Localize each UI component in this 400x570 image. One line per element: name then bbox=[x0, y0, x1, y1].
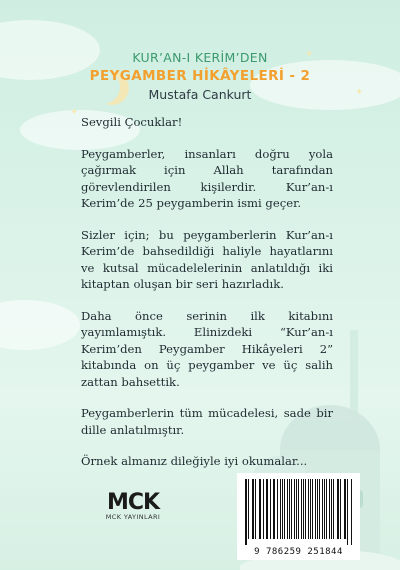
greeting: Sevgili Çocuklar! bbox=[81, 115, 183, 129]
barcode-bar bbox=[317, 479, 318, 539]
publisher-name: MCK YAYINLARI bbox=[105, 513, 161, 521]
paragraph: Peygamberler, insanları doğru yola çağırmak için Allah tarafından görevlendirilen kişilerdir. Kur’an-ı Kerim’de 25 peygamberin ismi geçer. bbox=[81, 146, 333, 210]
book-title: PEYGAMBER HİKÂYELERİ - 2 bbox=[89, 68, 311, 84]
publisher-logo-mark: MCK bbox=[106, 490, 160, 515]
barcode-bar bbox=[277, 479, 278, 539]
isbn-number: 9 786259 251844 bbox=[254, 547, 343, 557]
barcode-bar bbox=[340, 479, 341, 539]
closing-line: Örnek almanız dileğiyle iyi okumalar... bbox=[81, 454, 308, 468]
series-subtitle: KUR’AN-I KERİM’DEN bbox=[132, 50, 268, 65]
publisher-logo bbox=[103, 490, 163, 521]
isbn-barcode bbox=[237, 473, 360, 560]
barcode-bar bbox=[296, 479, 297, 539]
book-header bbox=[0, 50, 400, 102]
barcode-bar bbox=[255, 479, 256, 539]
paragraph: Peygamberlerin tüm mücadelesi, sade bir dille anlatılmıştır. bbox=[81, 406, 333, 437]
star-icon: ✦ bbox=[305, 49, 314, 60]
paragraph: Daha önce serinin ilk kitabını yayımlamıştık. Elinizdeki “Kur’an-ı Kerim’den Peygamber Hikâyeleri 2” kitabında on üç peygamber ve üç salih zattan bahsettik. bbox=[81, 308, 333, 389]
author-name: Mustafa Cankurt bbox=[148, 87, 252, 102]
back-cover-text bbox=[81, 114, 333, 485]
star-icon: ✦ bbox=[70, 107, 79, 118]
star-icon: ✦ bbox=[355, 87, 364, 98]
barcode-bars bbox=[245, 479, 352, 541]
paragraph: Sizler için; bu peygamberlerin Kur’an-ı Kerim’de bahsedildiği haliyle hayatlarını ve kutsal mücadelelerinin anlatıldığı iki kitaptan oluşan bir seri hazırladık. bbox=[81, 227, 333, 291]
